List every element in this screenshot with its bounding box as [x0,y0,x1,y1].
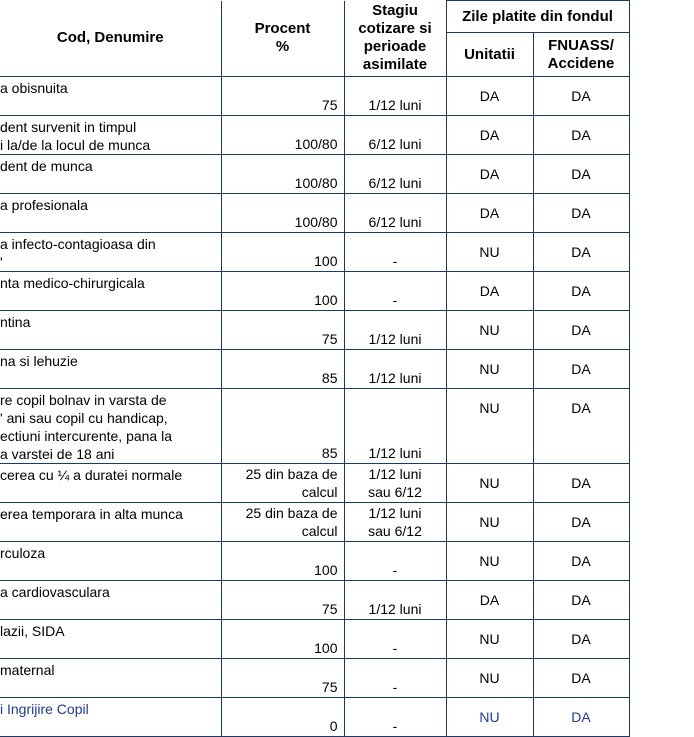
row-denumire [0,542,221,581]
row-procent [221,155,344,194]
header-procent-line1: Procent [254,20,311,38]
row-denumire [0,659,221,698]
row-stagiu-line: 6/12 luni [368,214,422,230]
row-stagiu [344,272,446,311]
row-procent [221,233,344,272]
row-unitatii: NU [446,698,533,737]
header-fnuass-line2: Accidene [547,54,615,72]
row-procent [221,272,344,311]
row-procent [221,116,344,155]
row-fnuass: DA [533,464,629,503]
row-fnuass: DA [533,542,629,581]
row-unitatii: NU [446,659,533,698]
row-procent [221,542,344,581]
row-stagiu-line: - [392,253,398,269]
row-procent-line: 0 [329,718,338,734]
row-stagiu-line: 6/12 luni [368,175,422,191]
header-unitatii [446,33,533,77]
row-procent [221,194,344,233]
row-stagiu [344,542,446,581]
header-zile-platite-label: Zile platite din fondul [462,7,613,25]
row-denumire [0,77,221,116]
row-denumire-line: a infecto-contagioasa din [0,236,156,252]
row-unitatii: DA [446,194,533,233]
row-stagiu [344,389,446,464]
row-procent-line: 75 [321,601,338,617]
header-unitatii-label: Unitatii [464,45,515,63]
table-row [0,155,629,194]
row-denumire-line: a cardiovasculara [0,584,110,600]
row-stagiu-line: 6/12 luni [368,136,422,152]
row-stagiu [344,581,446,620]
row-unitatii: NU [446,464,533,503]
row-fnuass: DA [533,698,629,737]
row-stagiu [344,233,446,272]
row-procent-line: calcul [301,484,338,500]
row-stagiu-line: 1/12 luni [368,445,422,461]
table-row [0,389,629,464]
table-body [0,77,629,737]
table-row [0,116,629,155]
row-fnuass: DA [533,620,629,659]
row-procent-line: 100/80 [294,136,338,152]
row-fnuass: DA [533,350,629,389]
row-stagiu [344,464,446,503]
row-unitatii: NU [446,389,533,464]
row-procent [221,659,344,698]
row-denumire-line: a obisnuita [0,80,68,96]
header-stagiu-line2: cotizare si [358,20,432,38]
row-procent-line: 75 [321,331,338,347]
header-procent [221,1,344,77]
row-denumire [0,116,221,155]
row-denumire-line: i la/de la locul de munca [0,137,151,153]
row-fnuass: DA [533,194,629,233]
table-row [0,698,629,737]
row-unitatii: NU [446,311,533,350]
row-denumire-line: na si lehuzie [0,353,78,369]
row-procent-line: 75 [321,97,338,113]
header-stagiu [344,1,446,77]
row-fnuass: DA [533,233,629,272]
row-procent [221,464,344,503]
row-procent-line: 100/80 [294,214,338,230]
row-denumire [0,464,221,503]
row-denumire [0,698,221,737]
header-stagiu-line1: Stagiu [372,2,418,20]
row-procent [221,77,344,116]
row-unitatii: NU [446,542,533,581]
row-stagiu [344,620,446,659]
row-procent-line: 100/80 [294,175,338,191]
row-procent-line: 75 [321,679,338,695]
row-procent [221,311,344,350]
row-denumire-line: nta medico-chirurgicala [0,275,145,291]
table-row [0,581,629,620]
row-unitatii: DA [446,272,533,311]
row-denumire-line: cerea cu ¼ a duratei normale [0,467,183,483]
row-denumire-line: ectiuni intercurente, pana la [0,428,172,444]
row-stagiu-line: sau 6/12 [368,523,422,539]
row-procent-line: 100 [314,253,338,269]
row-unitatii: NU [446,503,533,542]
table-row [0,503,629,542]
row-denumire-line: ntina [0,314,31,330]
row-denumire-line: re copil bolnav in varsta de [0,392,167,408]
row-fnuass: DA [533,272,629,311]
row-denumire-line: dent survenit in timpul [0,119,137,135]
row-fnuass: DA [533,503,629,542]
row-denumire [0,311,221,350]
table-row [0,464,629,503]
row-denumire-line: rculoza [0,545,46,561]
row-denumire [0,389,221,464]
row-procent [221,620,344,659]
row-unitatii: NU [446,350,533,389]
row-procent [221,581,344,620]
row-unitatii: NU [446,233,533,272]
row-stagiu-line: - [392,292,398,308]
row-stagiu [344,116,446,155]
row-stagiu-line: 1/12 luni [368,466,422,482]
row-denumire [0,233,221,272]
row-fnuass: DA [533,77,629,116]
table-row [0,542,629,581]
row-stagiu-line: 1/12 luni [368,601,422,617]
row-stagiu [344,311,446,350]
row-stagiu-line: 1/12 luni [368,505,422,521]
row-stagiu [344,155,446,194]
row-unitatii: DA [446,116,533,155]
row-stagiu [344,659,446,698]
row-stagiu-line: - [392,640,398,656]
row-unitatii: DA [446,155,533,194]
row-denumire-line: lazii, SIDA [0,623,65,639]
row-stagiu [344,503,446,542]
row-denumire-line: maternal [0,662,55,678]
header-cod-denumire-label: Cod, Denumire [56,29,164,47]
header-stagiu-line4: asimilate [362,56,428,74]
header-zile-platite [446,1,629,33]
table-row [0,194,629,233]
row-denumire-line: a varstei de 18 ani [0,446,115,462]
table-row [0,620,629,659]
row-stagiu-line: - [392,718,398,734]
row-stagiu-line: 1/12 luni [368,370,422,386]
row-procent [221,350,344,389]
row-denumire [0,350,221,389]
row-stagiu [344,698,446,737]
row-stagiu [344,350,446,389]
row-denumire-line: erea temporara in alta munca [0,506,183,522]
row-fnuass: DA [533,116,629,155]
row-denumire-line: ' ani sau copil cu handicap, [0,410,168,426]
header-fnuass [533,33,629,77]
row-fnuass: DA [533,389,629,464]
row-denumire [0,503,221,542]
row-procent-line: 85 [321,445,338,461]
row-denumire [0,194,221,233]
row-denumire-line: dent de munca [0,158,93,174]
row-unitatii: DA [446,581,533,620]
header-fnuass-line1: FNUASS/ [548,36,614,54]
row-fnuass: DA [533,581,629,620]
row-fnuass: DA [533,155,629,194]
row-fnuass: DA [533,311,629,350]
header-procent-line2: % [275,38,290,56]
row-denumire [0,620,221,659]
row-procent-line: 100 [314,640,338,656]
row-stagiu-line: - [392,679,398,695]
row-fnuass: DA [533,659,629,698]
row-procent-line: 25 din baza de [245,466,338,482]
row-unitatii: DA [446,77,533,116]
row-stagiu [344,194,446,233]
row-denumire [0,272,221,311]
row-procent [221,503,344,542]
row-denumire [0,155,221,194]
row-stagiu [344,77,446,116]
table-row [0,311,629,350]
row-denumire-line: ' [0,254,3,270]
header-cod-denumire [0,1,221,77]
row-denumire [0,581,221,620]
row-stagiu-line: sau 6/12 [368,484,422,500]
row-unitatii: NU [446,620,533,659]
row-denumire-line: a profesionala [0,197,88,213]
row-stagiu-line: 1/12 luni [368,97,422,113]
row-procent-line: 25 din baza de [245,505,338,521]
row-procent-line: calcul [301,523,338,539]
header-stagiu-line3: perioade [363,38,427,56]
table-row [0,233,629,272]
row-procent-line: 85 [321,370,338,386]
table-row [0,77,629,116]
row-stagiu-line: 1/12 luni [368,331,422,347]
row-procent [221,389,344,464]
row-procent-line: 100 [314,292,338,308]
row-denumire-line: i Ingrijire Copil [0,701,89,717]
table-row [0,272,629,311]
table-row [0,659,629,698]
row-stagiu-line: - [392,562,398,578]
row-procent-line: 100 [314,562,338,578]
row-procent [221,698,344,737]
table-row [0,350,629,389]
